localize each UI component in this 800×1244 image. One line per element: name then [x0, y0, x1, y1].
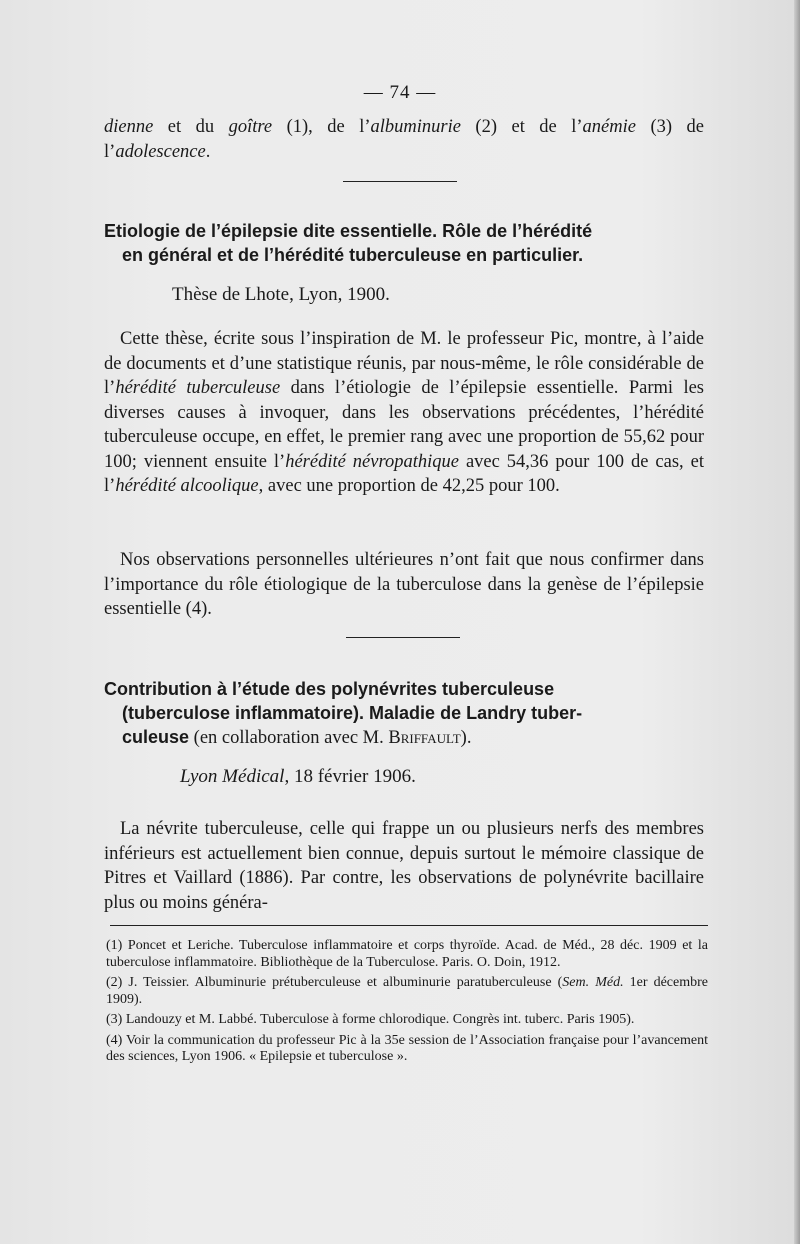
section2-paragraph1: La névrite tuberculeuse, celle qui frappe un ou plusieurs nerfs des membres inférieurs est actuellement bien connue, depuis surtout le mémoire classique de Pitres et Vaillard (1886). Par contre, les observations de polynévrite bacillaire plus ou moins généra-	[104, 819, 704, 913]
intro-paragraph: dienne et du goître (1), de l’albuminurie (2) et de l’anémie (3) de l’adolescence.	[104, 117, 704, 162]
section1-title-line1: Etiologie de l’épilepsie dite essentielle. Rôle de l’hérédité	[104, 221, 593, 241]
section-divider	[346, 637, 460, 638]
footnote-4: (4) Voir la communication du professeur Pic à la 35e session de l’Association française pour l’avancement des sciences, Lyon 1906. « Epilepsie et tuberculose ».	[106, 1032, 708, 1064]
page-edge-shadow	[794, 0, 800, 1244]
section2-title-line1: Contribution à l’étude des polynévrites tuberculeuse	[104, 679, 555, 699]
footnote-rule	[110, 925, 708, 926]
footnote-2: (2) J. Teissier. Albuminurie prétuberculeuse et albuminurie paratuberculeuse (Sem. Méd. 1er décembre 1909).	[106, 975, 709, 1007]
section1-source: Thèse de Lhote, Lyon, 1900.	[172, 284, 390, 305]
section1-title	[104, 219, 704, 267]
intro-word: dienne	[104, 117, 154, 137]
section2-title-line2: (tuberculose inflammatoire). Maladie de Landry tuber-	[122, 703, 583, 723]
section1-title-line2: en général et de l’hérédité tuberculeuse en particulier.	[122, 245, 584, 265]
section2-title-line3: culeuse (en collaboration avec M. Briffault).	[122, 727, 472, 748]
section2-source: Lyon Médical, 18 février 1906.	[180, 766, 416, 787]
section1-paragraph2: Nos observations personnelles ultérieures n’ont fait que nous confirmer dans l’importance du rôle étiologique de la tuberculose dans la genèse de l’épilepsie essentielle (4).	[104, 550, 704, 619]
page-number: — 74 —	[363, 82, 437, 103]
section1-paragraph1: Cette thèse, écrite sous l’inspiration de M. le professeur Pic, montre, à l’aide de documents et d’une statistique réunis, par nous-même, le rôle considérable de l’hérédité tuberculeuse dans l’étiologie de l’épilepsie essentielle. Parmi les diverses causes à invoquer, dans les observations précédentes, l’hérédité tuberculeuse occupe, en effet, le premier rang avec une proportion de 55,62 pour 100; viennent ensuite l’hérédité névropathique avec 54,36 pour 100 de cas, et l’hérédité alcoolique, avec une proportion de 42,25 pour 100.	[104, 329, 705, 496]
section2-title	[104, 677, 704, 750]
footnotes	[106, 938, 708, 1070]
footnote-1: (1) Poncet et Leriche. Tuberculose inflammatoire et corps thyroïde. Acad. de Méd., 28 déc. 1909 et la tuberculose inflammatoire. Bibliothèque de la Tuberculose. Paris. O. Doin, 1912.	[106, 938, 708, 970]
footnote-3: (3) Landouzy et M. Labbé. Tuberculose à forme chlorodique. Congrès int. tuberc. Paris 1905).	[106, 1012, 635, 1027]
section-divider	[343, 181, 457, 182]
